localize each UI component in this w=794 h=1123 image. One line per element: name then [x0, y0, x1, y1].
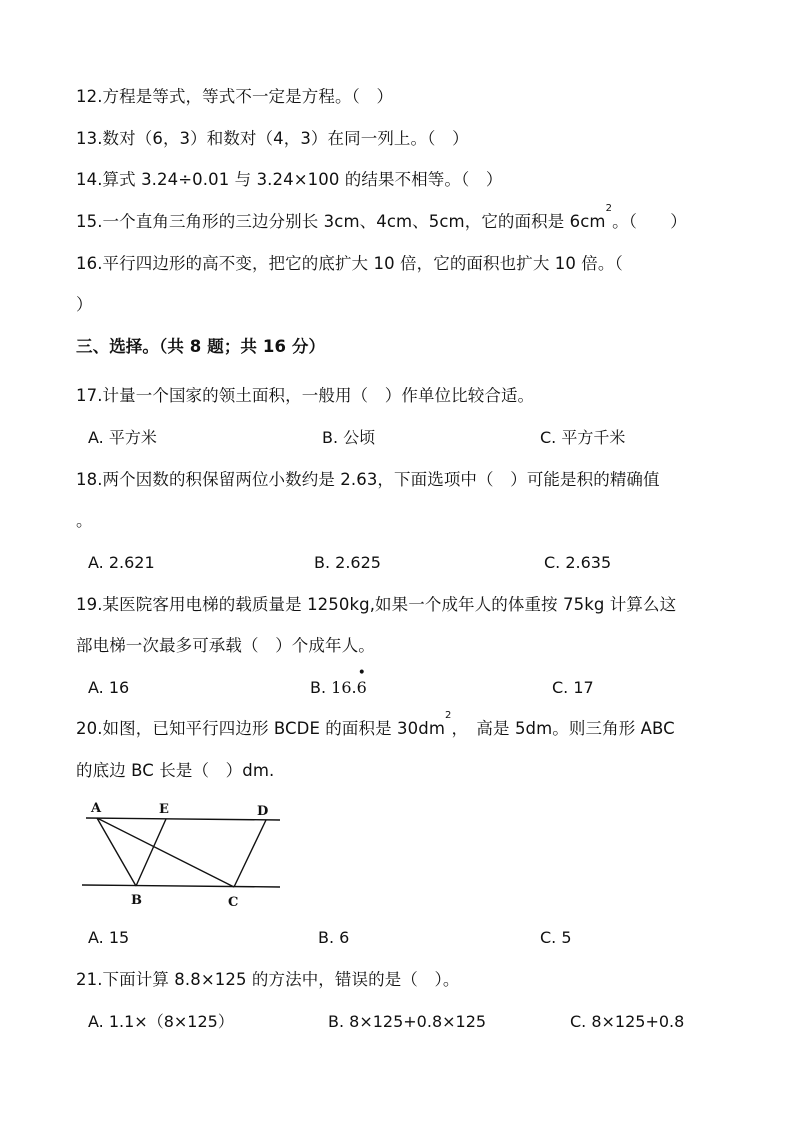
label-C: C	[228, 895, 239, 910]
question-16-line1: 16.平行四边形的高不变，把它的底扩大 10 倍，它的面积也扩大 10 倍。（	[76, 254, 623, 273]
q20-option-a: A. 15	[88, 928, 130, 947]
q20-option-c: C. 5	[540, 928, 572, 947]
q19-option-c: C. 17	[552, 678, 594, 697]
q19-option-a: A. 16	[88, 678, 130, 697]
label-E: E	[159, 802, 169, 817]
parallelogram-figure	[80, 796, 290, 912]
question-15	[76, 203, 687, 233]
q21-option-c: C. 8×125+0.8	[570, 1012, 685, 1031]
question-12: 12.方程是等式，等式不一定是方程。（ ）	[76, 87, 394, 106]
q21-option-b: B. 8×125+0.8×125	[328, 1012, 487, 1031]
segment-CD	[234, 820, 266, 887]
bottom-parallel-line	[82, 885, 280, 887]
question-20-line2: 的底边 BC 长是（ ）dm.	[76, 761, 275, 780]
label-A: A	[91, 801, 102, 816]
question-19-line2: 部电梯一次最多可承载（ ）个成年人。	[76, 636, 375, 655]
question-17: 17.计量一个国家的领土面积，一般用（ ）作单位比较合适。	[76, 386, 535, 405]
superscript-2: 2	[445, 710, 452, 721]
segment-BE	[136, 819, 166, 886]
repeating-digit	[356, 665, 367, 699]
question-20-line1	[76, 710, 675, 740]
top-parallel-line	[86, 818, 280, 820]
q18-option-a: A. 2.621	[88, 553, 155, 572]
superscript-2: 2	[605, 203, 613, 214]
repeat-dot: •	[357, 665, 366, 681]
question-21: 21.下面计算 8.8×125 的方法中，错误的是（ ）。	[76, 970, 460, 989]
q20-option-b: B. 6	[318, 928, 350, 947]
label-D: D	[257, 804, 269, 819]
q17-option-a: A. 平方米	[88, 428, 157, 447]
question-20-text-cont: ， 高是 5dm。则三角形 ABC	[451, 719, 675, 738]
question-18-line1: 18.两个因数的积保留两位小数约是 2.63，下面选项中（ ）可能是积的精确值	[76, 470, 660, 489]
question-13: 13.数对（6，3）和数对（4，3）在同一列上。（ ）	[76, 129, 469, 148]
q19-option-b-prefix: B.	[310, 678, 332, 697]
label-B: B	[131, 893, 142, 908]
question-20-text: 20.如图，已知平行四边形 BCDE 的面积是 30dm	[76, 719, 445, 738]
question-16-line2: ）	[76, 295, 93, 314]
q18-option-c: C. 2.635	[544, 553, 612, 572]
section-3-title: 三、选择。（共 8 题；共 16 分）	[76, 337, 326, 356]
q18-option-b: B. 2.625	[314, 553, 381, 572]
repeating-digit-value: 6	[356, 678, 367, 697]
question-18-line2: 。	[76, 511, 93, 530]
q17-option-b: B. 公顷	[322, 428, 376, 447]
question-15-blank: 。（ ）	[612, 212, 687, 231]
q21-option-a: A. 1.1×（8×125）	[88, 1012, 234, 1031]
question-15-text: 15.一个直角三角形的三边分别长 3cm、4cm、5cm，它的面积是 6cm	[76, 212, 606, 231]
question-14: 14.算式 3.24÷0.01 与 3.24×100 的结果不相等。（ ）	[76, 170, 503, 189]
question-19-line1: 19.某医院客用电梯的载质量是 1250kg,如果一个成年人的体重按 75kg 计算么这	[76, 595, 677, 614]
q17-option-c: C. 平方千米	[540, 428, 626, 447]
q19-option-b-integer: 16.	[331, 678, 357, 697]
q19-option-b	[310, 665, 367, 699]
